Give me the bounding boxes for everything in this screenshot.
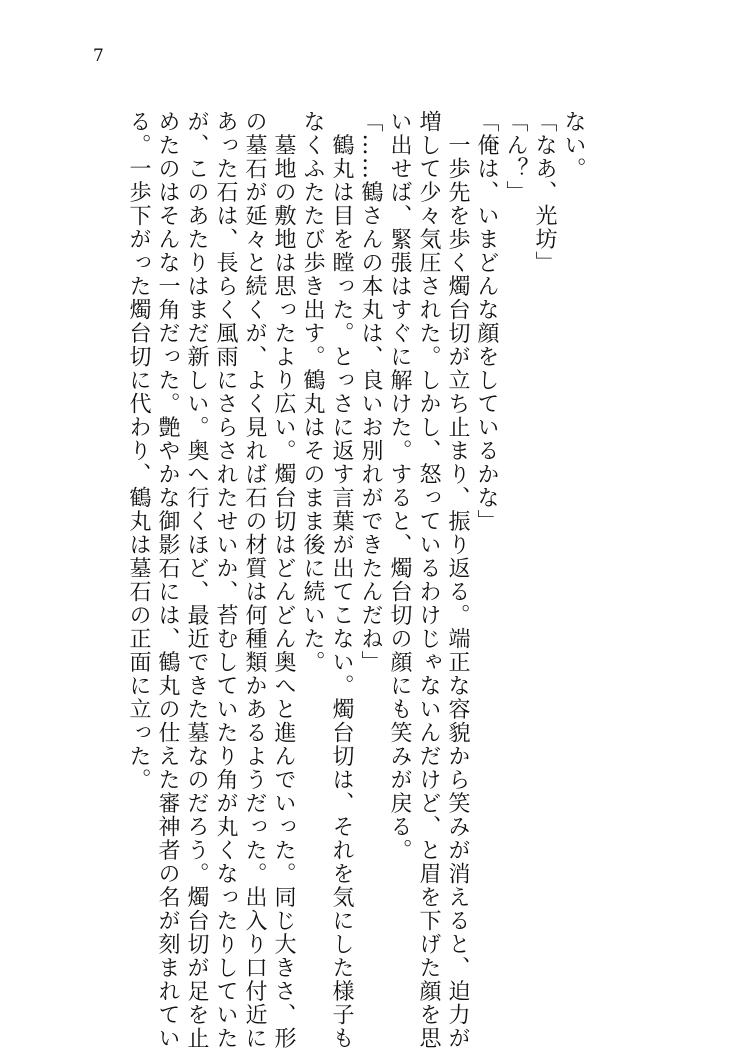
text-line: あった石は、長らく風雨にさらされたせいか、苔むしていたり角が丸くなったりしていた (213, 110, 238, 1050)
text-line: が、このあたりはまだ新しい。奥へ行くほど、最近できた墓なのだろう。燭台切が足を止 (184, 110, 209, 1050)
text-line: の墓石が延々と続くが、よく見れば石の材質は何種類かあるようだった。出入り口付近に (242, 110, 267, 1050)
text-line: なくふたたび歩き出す。鶴丸はそのまま後に続いた。 (300, 110, 325, 674)
body-text (124, 110, 588, 1050)
text-line: 「なあ、光坊」 (532, 110, 557, 275)
text-line: 墓地の敷地は思ったより広い。燭台切はどんどん奥へと進んでいった。同じ大きさ、形 (271, 110, 296, 1050)
text-line: 一歩先を歩く燭台切が立ち止まり、振り返る。端正な容貌から笑みが消えると、迫力が (445, 110, 470, 1050)
text-line: る。一歩下がった燭台切に代わり、鶴丸は墓石の正面に立った。 (126, 110, 151, 792)
text-line: めたのはそんな一角だった。艶やかな御影石には、鶴丸の仕えた審神者の名が刻まれてい (155, 110, 180, 1050)
text-line: い出せば、緊張はすぐに解けた。すると、燭台切の顔にも笑みが戻る。 (387, 110, 412, 862)
text-line: 「……鶴さんの本丸は、良いお別れができたんだね」 (358, 110, 383, 674)
text-line: 鶴丸は目を瞠った。とっさに返す言葉が出てこない。燭台切は、それを気にした様子も (329, 110, 354, 1050)
text-line: 「ん？」 (503, 110, 528, 204)
text-line: 「俺は、いまどんな顔をしているかな」 (474, 110, 499, 533)
text-line: ない。 (561, 110, 586, 181)
page-number: 7 (93, 46, 104, 66)
text-line: 増して少々気圧された。しかし、怒っているわけじゃないんだけど、と眉を下げた顔を思 (416, 110, 441, 1050)
